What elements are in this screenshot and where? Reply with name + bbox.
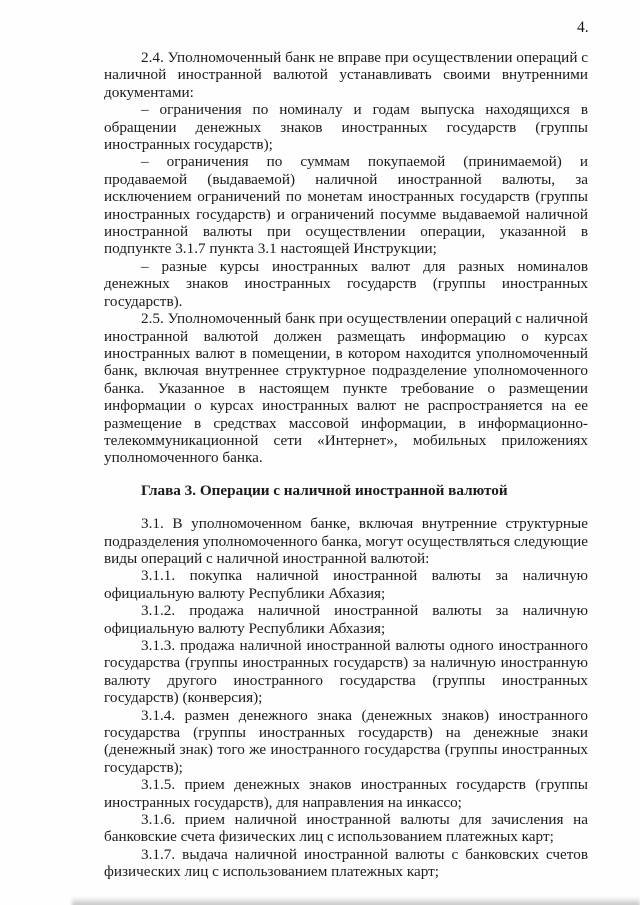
paragraph-2-5: 2.5. Уполномоченный банк при осуществлении операций с наличной иностранной валютой должен размещать информацию о курсах иностранных валют в помещении, в котором находится уполномоченный банк, включая внутреннее структурное подразделение уполномоченного банка. Указанное в настоящем пункте требование о размещении информации о курсах иностранных валют не распространяется на ее размещение в средствах массовой информации, в информационно-телекоммуникационной сети «Интернет», мобильных приложениях уполномоченного банка. [104,310,588,467]
page-number: 4. [577,19,589,36]
list-item-sum-restrictions: – ограничения по суммам покупаемой (принимаемой) и продаваемой (выдаваемой) наличной иностранной валюты, за исключением ограничений по монетам иностранных государств (группы иностранных государств) и ограничений посумме выдаваемой наличной иностранной валюты при осуществлении операции, указанной в подпункте 3.1.7 пункта 3.1 настоящей Инструкции; [104,153,588,258]
list-item-nominal-restrictions: – ограничения по номиналу и годам выпуска находящихся в обращении денежных знаков иностранных государств (группы иностранных государств); [104,101,588,154]
paragraph-3-1-7: 3.1.7. выдача наличной иностранной валюты с банковских счетов физических лиц с использованием платежных карт; [104,845,588,881]
paragraph-3-1-6: 3.1.6. прием наличной иностранной валюты для зачисления на банковские счета физических лиц с использованием платежных карт; [104,811,588,846]
chapter-3-heading: Глава 3. Операции с наличной иностранной валютой [141,481,508,499]
paragraph-3-1-3: 3.1.3. продажа наличной иностранной валюты одного иностранного государства (группы иностранных государств) за наличную иностранную валюту другого иностранного государства (группы иностранных государств) (конверсия); [104,637,588,707]
paragraph-2-4: 2.4. Уполномоченный банк не вправе при осуществлении операций с наличной иностранной валютой устанавливать своими внутренними документами: [104,49,588,101]
document-body [104,49,588,881]
paragraph-3-1-2: 3.1.2. продажа наличной иностранной валюты за наличную официальную валюту Республики Абхазия; [104,602,588,637]
paragraph-3-1-4: 3.1.4. размен денежного знака (денежных знаков) иностранного государства (группы иностранных государств) на денежные знаки (денежный знак) того же иностранного государства (группы иностранных государств); [104,706,588,776]
paragraph-3-1: 3.1. В уполномоченном банке, включая внутренние структурные подразделения уполномоченного банка, могут осуществляться следующие виды операций с наличной иностранной валютой: [104,515,588,567]
paragraph-3-1-1: 3.1.1. покупка наличной иностранной валюты за наличную официальную валюту Республики Абхазия; [104,567,588,602]
scan-edge-shadow [72,897,640,905]
list-item-different-rates: – разные курсы иностранных валют для разных номиналов денежных знаков иностранных государств (группы иностранных государств). [104,257,588,310]
paragraph-3-1-5: 3.1.5. прием денежных знаков иностранных государств (группы иностранных государств), для направления на инкассо; [104,776,588,811]
